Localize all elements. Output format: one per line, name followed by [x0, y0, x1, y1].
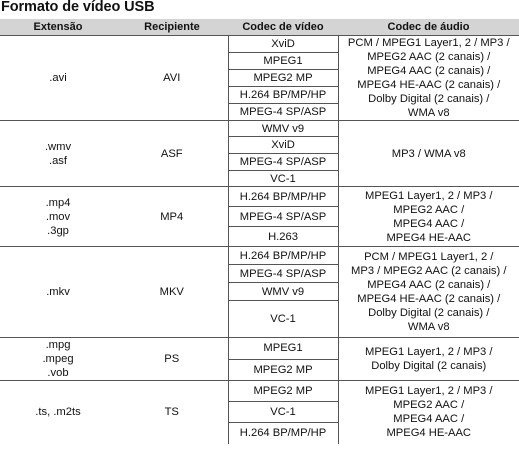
video-codec-cell: MPEG-4 SP/ASP — [228, 104, 338, 121]
container-cell: ASF — [116, 121, 228, 187]
audio-codec-cell: PCM / MPEG1 Layer1, 2 / MP3 / MPEG2 AAC (2 canais) / MPEG4 AAC (2 canais) / MPEG4 HE-AAC (2 canais) / Dolby Digital (2 canais) / WMA v8 — [338, 247, 519, 338]
video-codec-cell: VC-1 — [228, 301, 338, 338]
table-row — [0, 247, 519, 265]
extension-cell: .wmv .asf — [0, 121, 116, 187]
container-cell: AVI — [116, 36, 228, 121]
video-codec-cell: MPEG1 — [228, 338, 338, 360]
extension-cell: .mpg .mpeg .vob — [0, 338, 116, 381]
audio-codec-cell: MPEG1 Layer1, 2 / MP3 / MPEG2 AAC / MPEG4 AAC / MPEG4 HE-AAC — [338, 381, 519, 444]
header-video-codec: Codec de vídeo — [228, 19, 338, 36]
video-codec-cell: MPEG-4 SP/ASP — [228, 207, 338, 227]
header-audio-codec: Codec de áudio — [338, 19, 519, 36]
video-format-table — [0, 19, 519, 444]
video-codec-cell: WMV v9 — [228, 121, 338, 137]
video-codec-cell: XviD — [228, 137, 338, 154]
table-row — [0, 338, 519, 360]
table-row — [0, 187, 519, 207]
table-row — [0, 381, 519, 402]
audio-codec-cell: PCM / MPEG1 Layer1, 2 / MP3 / MPEG2 AAC (2 canais) / MPEG4 AAC (2 canais) / MPEG4 HE-AAC (2 canais) / Dolby Digital (2 canais) / WMA v8 — [338, 36, 519, 121]
video-codec-cell: WMV v9 — [228, 283, 338, 301]
page-title: Formato de vídeo USB — [1, 0, 155, 15]
container-cell: MP4 — [116, 187, 228, 247]
extension-cell: .avi — [0, 36, 116, 121]
video-codec-cell: H.264 BP/MP/HP — [228, 87, 338, 104]
extension-cell: .mp4 .mov .3gp — [0, 187, 116, 247]
video-codec-cell: MPEG1 — [228, 53, 338, 70]
video-codec-cell: MPEG-4 SP/ASP — [228, 154, 338, 171]
video-codec-cell: XviD — [228, 36, 338, 53]
video-codec-cell: H.264 BP/MP/HP — [228, 423, 338, 444]
container-cell: TS — [116, 381, 228, 444]
video-codec-cell: VC-1 — [228, 402, 338, 423]
video-codec-cell: MPEG2 MP — [228, 70, 338, 87]
audio-codec-cell: MPEG1 Layer1, 2 / MP3 / MPEG2 AAC / MPEG4 AAC / MPEG4 HE-AAC — [338, 187, 519, 247]
video-codec-cell: H.264 BP/MP/HP — [228, 187, 338, 207]
table-row — [0, 121, 519, 137]
extension-cell: .mkv — [0, 247, 116, 338]
header-extension: Extensão — [0, 19, 116, 36]
video-codec-cell: H.264 BP/MP/HP — [228, 247, 338, 265]
extension-cell: .ts, .m2ts — [0, 381, 116, 444]
video-codec-cell: MPEG2 MP — [228, 359, 338, 381]
video-codec-cell: MPEG-4 SP/ASP — [228, 265, 338, 283]
audio-codec-cell: MPEG1 Layer1, 2 / MP3 / Dolby Digital (2 canais) — [338, 338, 519, 381]
table-header-row — [0, 19, 519, 36]
audio-codec-cell: MP3 / WMA v8 — [338, 121, 519, 187]
header-container: Recipiente — [116, 19, 228, 36]
video-codec-cell: MPEG2 MP — [228, 381, 338, 402]
container-cell: MKV — [116, 247, 228, 338]
table-body — [0, 36, 519, 444]
video-codec-cell: VC-1 — [228, 171, 338, 187]
video-codec-cell: H.263 — [228, 227, 338, 247]
table-row — [0, 36, 519, 53]
container-cell: PS — [116, 338, 228, 381]
